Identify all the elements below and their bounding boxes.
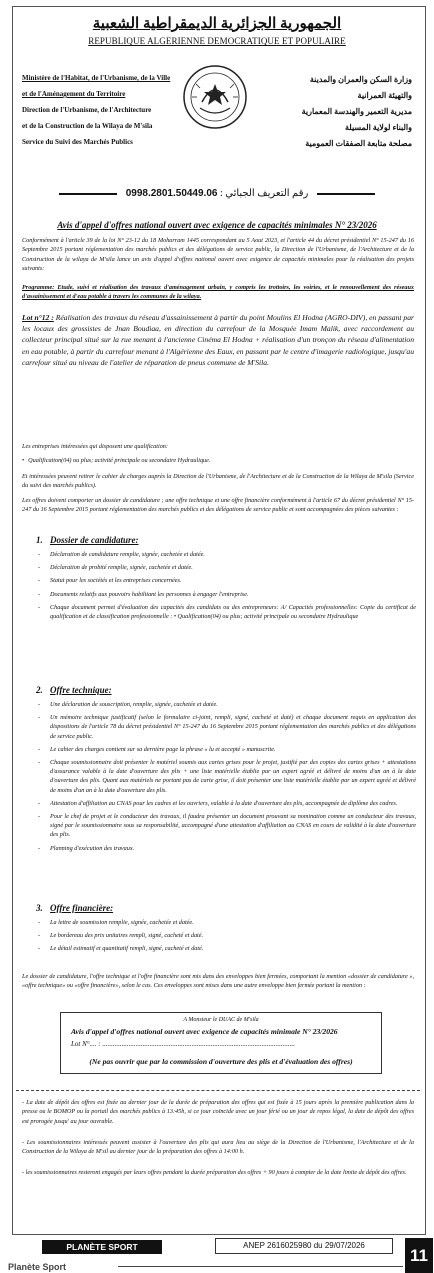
list-item: - Documents relatifs aux pouvoirs habilitant les personnes à engager l'entreprise. bbox=[36, 590, 416, 599]
list-item: - Pour le chef de projet et le conducteur des travaux, il faudra présenter un document prouvant sa nomination comme un conducteur des travaux, signé par le soumissionnaire sous sa responsabilité, accompagné d'une attestation d'affiliation au CNAS en cours de validité à la date d'ouverture des plis. bbox=[36, 812, 416, 840]
envelope-recipient: A Monsieur le DUAC de M'sila bbox=[183, 1017, 259, 1023]
list-item: - La lettre de soumission remplie, signée, cachetée et datée. bbox=[36, 918, 416, 927]
section-financiere bbox=[36, 898, 416, 958]
qualification-text: • Qualification(04) ou plus; activité principale ou secondaire Hydraulique. bbox=[22, 456, 414, 465]
list-item: - Statut pour les sociétés et les entreprises concernées. bbox=[36, 576, 416, 585]
section-title: Offre financière: bbox=[50, 903, 114, 913]
section-label: PLANÈTE SPORT bbox=[42, 1240, 162, 1254]
list-item: - Attestation d'affiliation au CNAS pour les cadres et les ouvriers, valable à la date d'ouverture des plis, accompagnée de diplôme des cadres. bbox=[36, 799, 416, 808]
programme-text: Programme: Etude, suivi et réalisation des travaux d'aménagement urbain, y compris les trottoirs, les voiries, et le renouvellement des réseaux d'assainissement et d'eau potable à travers les communes de la wilaya. bbox=[22, 284, 414, 301]
divider bbox=[16, 1090, 420, 1091]
envelope-not-open: (Ne pas ouvrir que par la commission d'ouverture des plis et d'évaluation des offres) bbox=[89, 1057, 353, 1066]
fiscal-id-row bbox=[0, 188, 434, 199]
ministry-fr-line: Ministère de l'Habitat, de l'Urbanisme, de la Ville bbox=[22, 74, 171, 82]
list-item: - Planning d'exécution des travaux. bbox=[36, 844, 416, 853]
list-item: - Un mémoire technique justificatif (selon le formulaire ci-joint, rempli, signé, cacheté et daté) et chaque document requis en application des dispositions de l'article 78 du décret présidentiel N° 15-247 du 16 Septembre 2015 portant réglementation des marchés publics et des délégations de service public. bbox=[36, 713, 416, 741]
notice-title: Avis d'appel d'offres national ouvert avec exigence de capacités minimales N° 23/2026 bbox=[57, 220, 377, 230]
section-number: 1. bbox=[36, 535, 43, 545]
retrieve-text: Et intéressées peuvent retirer le cahier de charges auprès la Direction de l'Urbanisme, de l'Architecture et de la Construction de la Wilaya de M'sila (Service du suivi des marchés publics). bbox=[22, 473, 414, 490]
list-item: - Le détail estimatif et quantitatif rempli, signé, cacheté et daté. bbox=[36, 944, 416, 953]
ministry-ar-line: مديرية التعمير والهندسة المعمارية bbox=[301, 107, 412, 116]
header-arabic-title: الجمهورية الجزائرية الديمقراطية الشعبية bbox=[92, 16, 342, 32]
ministry-fr-line: Direction de l'Urbanisme, de l'Architecture bbox=[22, 106, 152, 114]
ministry-french bbox=[22, 70, 182, 150]
qualified-text: Les entreprises intéressées qui disposent une qualification: bbox=[22, 443, 168, 450]
ministry-ar-line: والتهيئة العمرانية bbox=[357, 91, 412, 100]
national-emblem-icon bbox=[182, 64, 248, 130]
list-item: - Déclaration de candidature remplie, signée, cachetée et datée. bbox=[36, 550, 416, 559]
lot-label: Lot n°12 : bbox=[22, 313, 54, 322]
list-item: - Le cahier des charges contient sur sa dernière page la phrase « lu et accepté » manuscrite. bbox=[36, 745, 416, 754]
ministry-ar-line: والبناء لولاية المسيلة bbox=[345, 123, 412, 132]
page-number: 11 bbox=[405, 1238, 433, 1273]
footer-note: - les soumissionnaires resteront engagés par leurs offres pendant la durée préparation des offres + 90 jours à compter de la date limite de dépôt des offres. bbox=[22, 1169, 407, 1176]
envelope-box bbox=[60, 1012, 382, 1074]
footer-note-text: La date de dépôt des offres est fixée au dernier jour de la durée de préparation des offres qui est fixée à 15 jours après la première publication dans la presse ou le BOMOP ou la portail des marchés publics à 13:45h, si ce jour coïncide avec un jour férié ou un jour de repos légal, la date de dépôt des offres est prorogée jusqu' au jour ouvrable. bbox=[22, 1099, 415, 1125]
divider bbox=[317, 193, 375, 195]
newspaper-logo: Planète Sport bbox=[8, 1262, 67, 1272]
footer-note-text: Les soumissionnaires intéressés peuvent assister à l'ouverture des plis qui aura lieu au siège de la Direction de l'Urbanisme, l'Architecture et de la Construction de la Wilaya de M'sil au dernier jour de la préparation des offres à 14:00 h. bbox=[22, 1139, 414, 1156]
section-candidature bbox=[36, 530, 416, 625]
ministry-fr-line: et de l'Aménagement du Territoire bbox=[22, 90, 126, 98]
lot-text: Réalisation des travaux du réseau d'assainissement à partir du point Moulins El Hodna (AGRO-DIV), en passant par les locaux des grossistes de Jnan Boudiaa, en direction du carrefour de la Mosquée Imam Malik, avec raccordement au collecteur principal situé sur la rue menant à l'ancienne Cinéma El Hodna + réalisation d'un tronçon du réseau d'alimentation en eau potable, à partir du carrefour menant à l'Algérienne des Eaux, en passant par le centre d'imagerie radiologique, jusqu'au carrefour situé au niveau de l'atelier de réparation de pneus commune de M'Sila. bbox=[22, 313, 414, 367]
envelope-lot: Lot N°.... : .............................................................................................................. bbox=[71, 1040, 295, 1048]
list-item: - Le bordereau des prix unitaires rempli, signé, cacheté et daté. bbox=[36, 931, 416, 940]
list-item: - Déclaration de probité remplie, signée, cachetée et datée. bbox=[36, 563, 416, 572]
offers-text: Les offres doivent comporter un dossier de candidature ; une offre technique et une offre financière conformément à l'article 67 du décret présidentiel N° 15-247 du 16 Septembre 2015 portant réglementation des marchés publics et des délégations de service public et sont accompagnées des pièces suivantes : bbox=[22, 497, 414, 514]
envelope-intro: Le dossier de candidature, l'offre technique et l'offre financière sont mis dans des enveloppes bien fermées, comportant la mention «dossier de candidature », «offre technique» ou «offre financière», selon le cas. Ces enveloppes sont mises dans une autre enveloppe bien fermée portant la mention : bbox=[22, 973, 414, 990]
list-item: - Chaque document permet d'évaluation des capacités des candidats ou des entrepreneurs: A/ Capacités professionnelles: Copie du certificat de qualification et de classification professionnelle : • Qualification(04) ou plus; activité principale ou secondaire Hydraulique bbox=[36, 603, 416, 621]
section-title: Offre technique: bbox=[50, 685, 112, 695]
fiscal-label: : رقم التعريف الجبائي bbox=[219, 188, 309, 199]
footer-note: - Les soumissionnaires intéressés peuvent assister à l'ouverture des plis qui aura lieu au siège de la Direction de l'Urbanisme, l'Architecture et de la Construction de la Wilaya de M'sil au dernier jour de la préparation des offres à 14:00 h. bbox=[22, 1139, 414, 1156]
anep-reference: ANEP 2616025980 du 29/07/2026 bbox=[215, 1238, 393, 1254]
notice-intro: Conformément à l'article 39 de la loi N° 23-12 du 18 Moharram 1445 correspondant au 5 Aout 2023, et l'article 44 du décret présidentiel N° 15-247 du 16 Septembre 2015 portant réglementation des marchés publics et des délégations de service public, la Direction de l'Urbanisme, de l'Architecture et de la Construction de la wilaya de M'sila lance un avis d'appel d'offres national ouvert avec exigence de capacités minimales pour la réalisation des projets suivants: bbox=[22, 237, 414, 273]
ministry-fr-line: Service du Suivi des Marchés Publics bbox=[22, 138, 133, 146]
section-number: 2. bbox=[36, 685, 43, 695]
ministry-ar-line: وزارة السكن والعمران والمدينة bbox=[309, 75, 412, 84]
divider bbox=[118, 1266, 403, 1267]
lot-description bbox=[22, 312, 414, 368]
section-title: Dossier de candidature: bbox=[50, 535, 139, 545]
list-item: - Chaque soumissionnaire doit présenter le matériel soumis aux cartes grises pour le projet, justifié par des copies des cartes grises + attestations d'assurance valable à la date d'ouverture des plis + une liste matérielle établie par un expert agréé et délivré de moins d'un an à la date d'ouverture des plis. Quant aux matériels ne portant pas de carte grise, il doit présenter une liste matérielle établie par un expert agréé et délivré de moins d'un an à la date d'ouverture des plis. bbox=[36, 758, 416, 795]
header-french-title: REPUBLIQUE ALGERIENNE DEMOCRATIQUE ET POPULAIRE bbox=[88, 36, 346, 46]
list-item: - Une déclaration de souscription, remplie, signée, cachetée et datée. bbox=[36, 700, 416, 709]
ministry-fr-line: et de la Construction de la Wilaya de M'sila bbox=[22, 122, 153, 130]
footer-note-text: les soumissionnaires resteront engagés par leurs offres pendant la durée préparation des offres + 90 jours à compter de la date limite de dépôt des offres. bbox=[25, 1169, 407, 1176]
fiscal-id: 0998.2801.50449.06 bbox=[125, 188, 218, 199]
divider bbox=[59, 193, 117, 195]
envelope-title: Avis d'appel d'offres national ouvert avec exigence de capacités minimale N° 23/2026 bbox=[71, 1027, 338, 1036]
ministry-arabic bbox=[262, 72, 412, 152]
section-number: 3. bbox=[36, 903, 43, 913]
section-technique bbox=[36, 680, 416, 857]
ministry-ar-line: مصلحة متابعة الصفقات العمومية bbox=[305, 139, 412, 148]
footer-note: - La date de dépôt des offres est fixée au dernier jour de la durée de préparation des offres qui est fixée à 15 jours après la première publication dans la presse ou le BOMOP ou la portail des marchés publics à 13:45h, si ce jour coïncide avec un jour férié ou un jour de repos légal, la date de dépôt des offres est prorogée jusqu' au jour ouvrable. bbox=[22, 1099, 415, 1125]
